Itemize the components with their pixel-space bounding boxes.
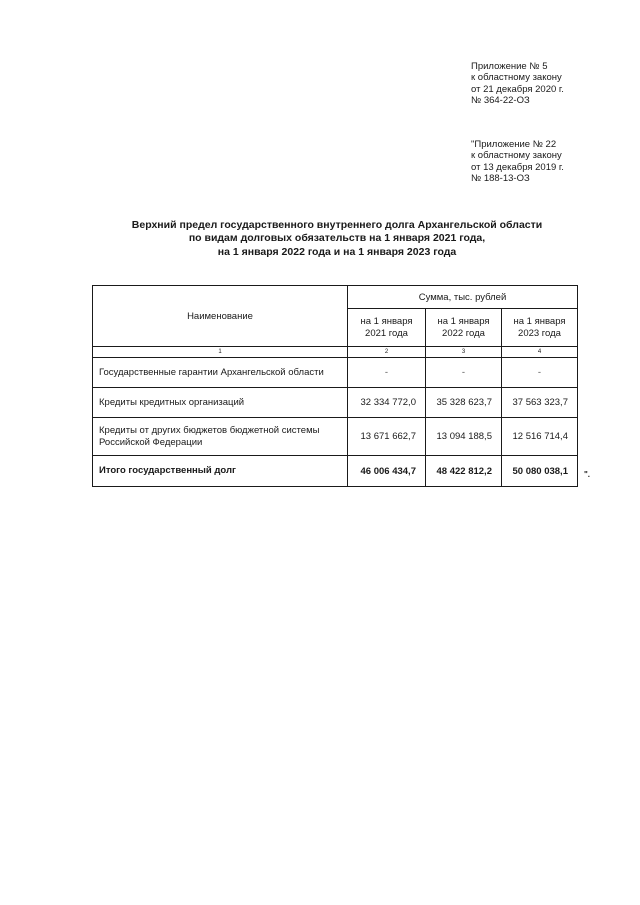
title-line: на 1 января 2022 года и на 1 января 2023 года: [217, 245, 457, 258]
annex-line: № 364-22-ОЗ: [471, 94, 530, 106]
annex-line: от 21 декабря 2020 г.: [471, 83, 564, 95]
row-value-2022: 35 328 623,7: [426, 388, 502, 418]
header-year-2022: на 1 января 2022 года: [426, 309, 502, 347]
annex-line: № 188-13-ОЗ: [471, 172, 530, 184]
column-number: 4: [502, 347, 578, 358]
row-value-2022: -: [426, 358, 502, 388]
annex-line: "Приложение № 22: [471, 139, 557, 150]
annex-line: от 13 декабря 2019 г.: [471, 161, 564, 173]
annex-line: Приложение № 5: [471, 61, 548, 72]
table-row: [93, 388, 578, 418]
header-name: Наименование: [93, 286, 348, 347]
table-row: [93, 418, 578, 456]
column-number-row: [93, 347, 578, 358]
title-line: по видам долговых обязательств на 1 января 2021 года,: [188, 232, 486, 245]
column-number: 1: [93, 347, 348, 358]
row-name: Государственные гарантии Архангельской области: [93, 358, 348, 388]
debt-table: [92, 285, 578, 487]
total-value-2021: 46 006 434,7: [348, 456, 426, 487]
row-value-2021: 13 671 662,7: [348, 418, 426, 456]
row-value-2023: -: [502, 358, 578, 388]
row-name: Кредиты кредитных организаций: [93, 388, 348, 418]
annex-reference-current: [471, 61, 564, 106]
column-number: 3: [426, 347, 502, 358]
row-value-2023: 12 516 714,4: [502, 418, 578, 456]
total-row: [93, 456, 578, 487]
table-row: [93, 358, 578, 388]
total-value-2022: 48 422 812,2: [426, 456, 502, 487]
header-row: [93, 286, 578, 309]
column-number: 2: [348, 347, 426, 358]
header-year-2021: на 1 января 2021 года: [348, 309, 426, 347]
row-value-2022: 13 094 188,5: [426, 418, 502, 456]
row-value-2023: 37 563 323,7: [502, 388, 578, 418]
annex-reference-previous: [471, 139, 564, 184]
row-name: Кредиты от других бюджетов бюджетной системы Российской Федерации: [93, 418, 348, 456]
closing-quote: ".: [584, 470, 591, 479]
header-year-2023: на 1 января 2023 года: [502, 309, 578, 347]
row-value-2021: -: [348, 358, 426, 388]
header-sum: Сумма, тыс. рублей: [348, 286, 578, 309]
total-value-2023: 50 080 038,1: [502, 456, 578, 487]
document-title: [92, 219, 582, 259]
annex-line: к областному закону: [471, 72, 562, 84]
row-value-2021: 32 334 772,0: [348, 388, 426, 418]
total-name: Итого государственный долг: [93, 456, 348, 487]
annex-line: к областному закону: [471, 150, 562, 162]
title-line: Верхний предел государственного внутреннего долга Архангельской области: [131, 219, 543, 231]
